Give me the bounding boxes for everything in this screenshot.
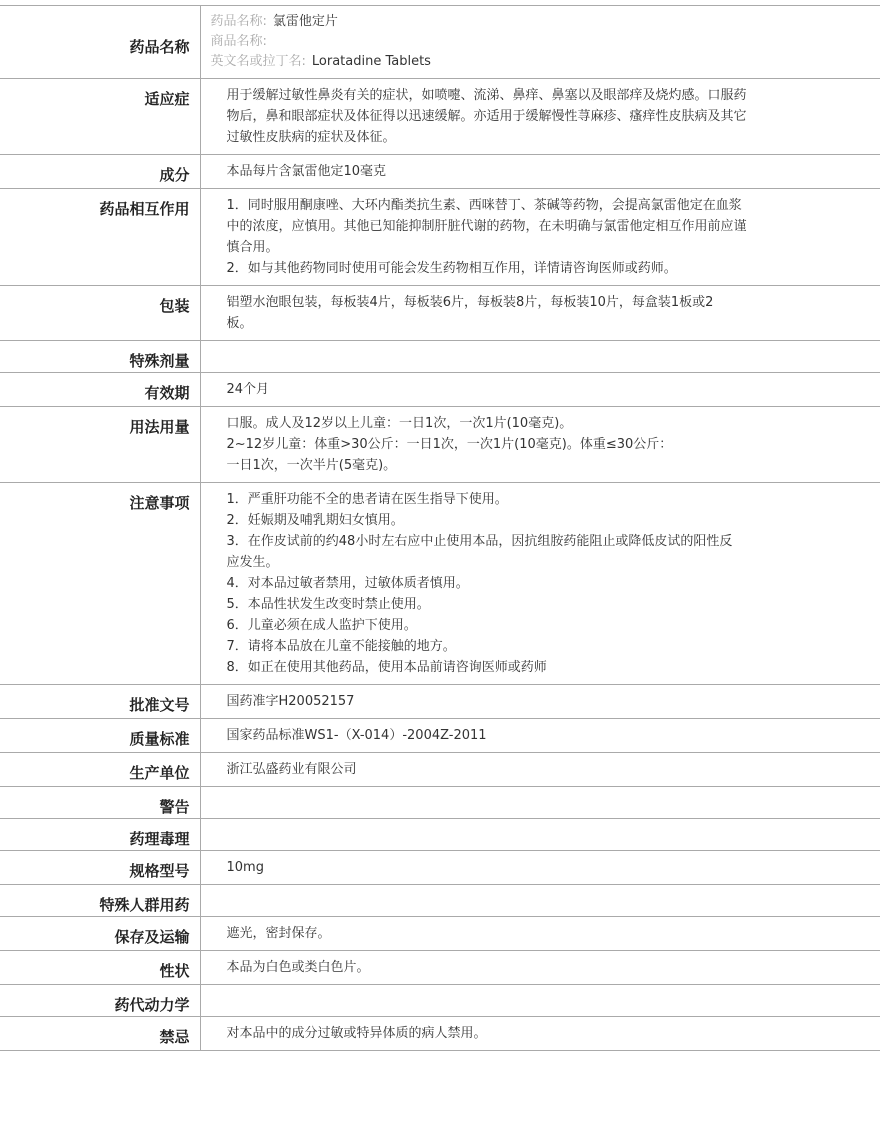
row-label: 保存及运输 (0, 917, 200, 951)
row-value (200, 155, 880, 189)
row-value-line: 应发生。 (226, 555, 279, 570)
table-row (0, 753, 880, 787)
table-row (0, 155, 880, 189)
row-label-drug-names: 药品名称 (0, 6, 200, 79)
generic-name-line (211, 12, 871, 32)
row-value (200, 286, 880, 341)
row-value-line: 物后，鼻和眼部症状及体征得以迅速缓解。亦适用于缓解慢性荨麻疹、瘙痒性皮肤病及其它 (226, 109, 747, 124)
generic-name-key: 药品名称: (210, 14, 267, 29)
english-name-value: Loratadine Tablets (311, 54, 431, 69)
table-row (0, 917, 880, 951)
row-value (200, 1017, 880, 1051)
row-value-line: 国家药品标准WS1-（X-014）-2004Z-2011 (226, 728, 487, 743)
row-value-line: 5．本品性状发生改变时禁止使用。 (226, 597, 430, 612)
drug-spec-table (0, 5, 880, 1051)
row-label: 质量标准 (0, 719, 200, 753)
table-row (0, 851, 880, 885)
table-row (0, 407, 880, 483)
table-row (0, 189, 880, 286)
row-value-line: 用于缓解过敏性鼻炎有关的症状，如喷嚏、流涕、鼻痒、鼻塞以及眼部痒及烧灼感。口服药 (226, 88, 747, 103)
row-value (200, 685, 880, 719)
row-value-line: 口服。成人及12岁以上儿童：一日1次，一次1片(10毫克)。 (226, 416, 573, 431)
row-value-line: 对本品中的成分过敏或特异体质的病人禁用。 (226, 1026, 487, 1041)
row-value-line: 24个月 (226, 382, 270, 397)
row-value (200, 407, 880, 483)
row-label: 规格型号 (0, 851, 200, 885)
table-row (0, 341, 880, 373)
row-value-line: 国药准字H20052157 (226, 694, 355, 709)
row-label: 药品相互作用 (0, 189, 200, 286)
generic-name-value: 氯雷他定片 (272, 14, 338, 29)
row-value (200, 851, 880, 885)
row-label: 用法用量 (0, 407, 200, 483)
row-value-line: 2．如与其他药物同时使用可能会发生药物相互作用，详情请咨询医师或药师。 (226, 261, 677, 276)
table-row (0, 819, 880, 851)
row-value-line: 6．儿童必须在成人监护下使用。 (226, 618, 417, 633)
drug-spec-sheet (0, 5, 880, 1051)
table-row (0, 719, 880, 753)
row-label: 包装 (0, 286, 200, 341)
row-label: 生产单位 (0, 753, 200, 787)
english-name-line (211, 52, 871, 72)
trade-name-line (211, 32, 871, 52)
trade-name-key: 商品名称: (210, 34, 267, 49)
table-row (0, 483, 880, 685)
row-value-line: 本品为白色或类白色片。 (226, 960, 370, 975)
row-value-line: 铝塑水泡眼包装，每板装4片，每板装6片，每板装8片，每板装10片，每盒装1板或2 (226, 295, 714, 310)
row-value-line: 3．在作皮试前的约48小时左右应中止使用本品，因抗组胺药能阻止或降低皮试的阳性反 (226, 534, 733, 549)
row-label: 成分 (0, 155, 200, 189)
row-value (200, 373, 880, 407)
row-value-line: 一日1次，一次半片(5毫克)。 (226, 458, 397, 473)
row-value-line: 7．请将本品放在儿童不能接触的地方。 (226, 639, 456, 654)
row-value-line: 慎合用。 (226, 240, 279, 255)
table-row (0, 286, 880, 341)
row-label: 注意事项 (0, 483, 200, 685)
table-row (0, 885, 880, 917)
row-value (200, 79, 880, 155)
table-row (0, 985, 880, 1017)
row-value-line: 本品每片含氯雷他定10毫克 (226, 164, 387, 179)
row-label: 特殊剂量 (0, 341, 200, 373)
row-label: 禁忌 (0, 1017, 200, 1051)
table-row (0, 685, 880, 719)
row-value-line: 2~12岁儿童：体重>30公斤：一日1次，一次1片(10毫克)。体重≤30公斤： (226, 437, 673, 452)
row-label: 药代动力学 (0, 985, 200, 1017)
row-value-line: 4．对本品过敏者禁用，过敏体质者慎用。 (226, 576, 469, 591)
row-value-line: 浙江弘盛药业有限公司 (226, 762, 357, 777)
row-label: 批准文号 (0, 685, 200, 719)
row-value (200, 917, 880, 951)
row-label: 有效期 (0, 373, 200, 407)
table-row (0, 79, 880, 155)
drug-names-cell (200, 6, 880, 79)
row-value-line: 10mg (226, 860, 264, 875)
english-name-key: 英文名或拉丁名: (210, 54, 306, 69)
row-value-line: 板。 (226, 316, 253, 331)
row-value-line: 过敏性皮肤病的症状及体征。 (226, 130, 396, 145)
row-value (200, 189, 880, 286)
table-row (0, 787, 880, 819)
row-value-line: 8．如正在使用其他药品，使用本品前请咨询医师或药师 (226, 660, 547, 675)
row-value-line: 1．同时服用酮康唑、大环内酯类抗生素、西咪替丁、茶碱等药物，会提高氯雷他定在血浆 (226, 198, 742, 213)
row-value (200, 483, 880, 685)
row-label: 警告 (0, 787, 200, 819)
row-value-line: 中的浓度，应慎用。其他已知能抑制肝脏代谢的药物，在未明确与氯雷他定相互作用前应谨 (226, 219, 747, 234)
table-row (0, 951, 880, 985)
row-value (200, 341, 880, 373)
row-value (200, 819, 880, 851)
row-value-line: 1．严重肝功能不全的患者请在医生指导下使用。 (226, 492, 508, 507)
row-value (200, 787, 880, 819)
row-label: 药理毒理 (0, 819, 200, 851)
row-value (200, 719, 880, 753)
table-row (0, 373, 880, 407)
row-label: 适应症 (0, 79, 200, 155)
row-value-line: 遮光，密封保存。 (226, 926, 331, 941)
table-row (0, 1017, 880, 1051)
row-value (200, 753, 880, 787)
table-row-drug-names (0, 6, 880, 79)
row-value (200, 885, 880, 917)
row-value (200, 951, 880, 985)
row-value-line: 2．妊娠期及哺乳期妇女慎用。 (226, 513, 404, 528)
row-label: 特殊人群用药 (0, 885, 200, 917)
row-value (200, 985, 880, 1017)
row-label: 性状 (0, 951, 200, 985)
